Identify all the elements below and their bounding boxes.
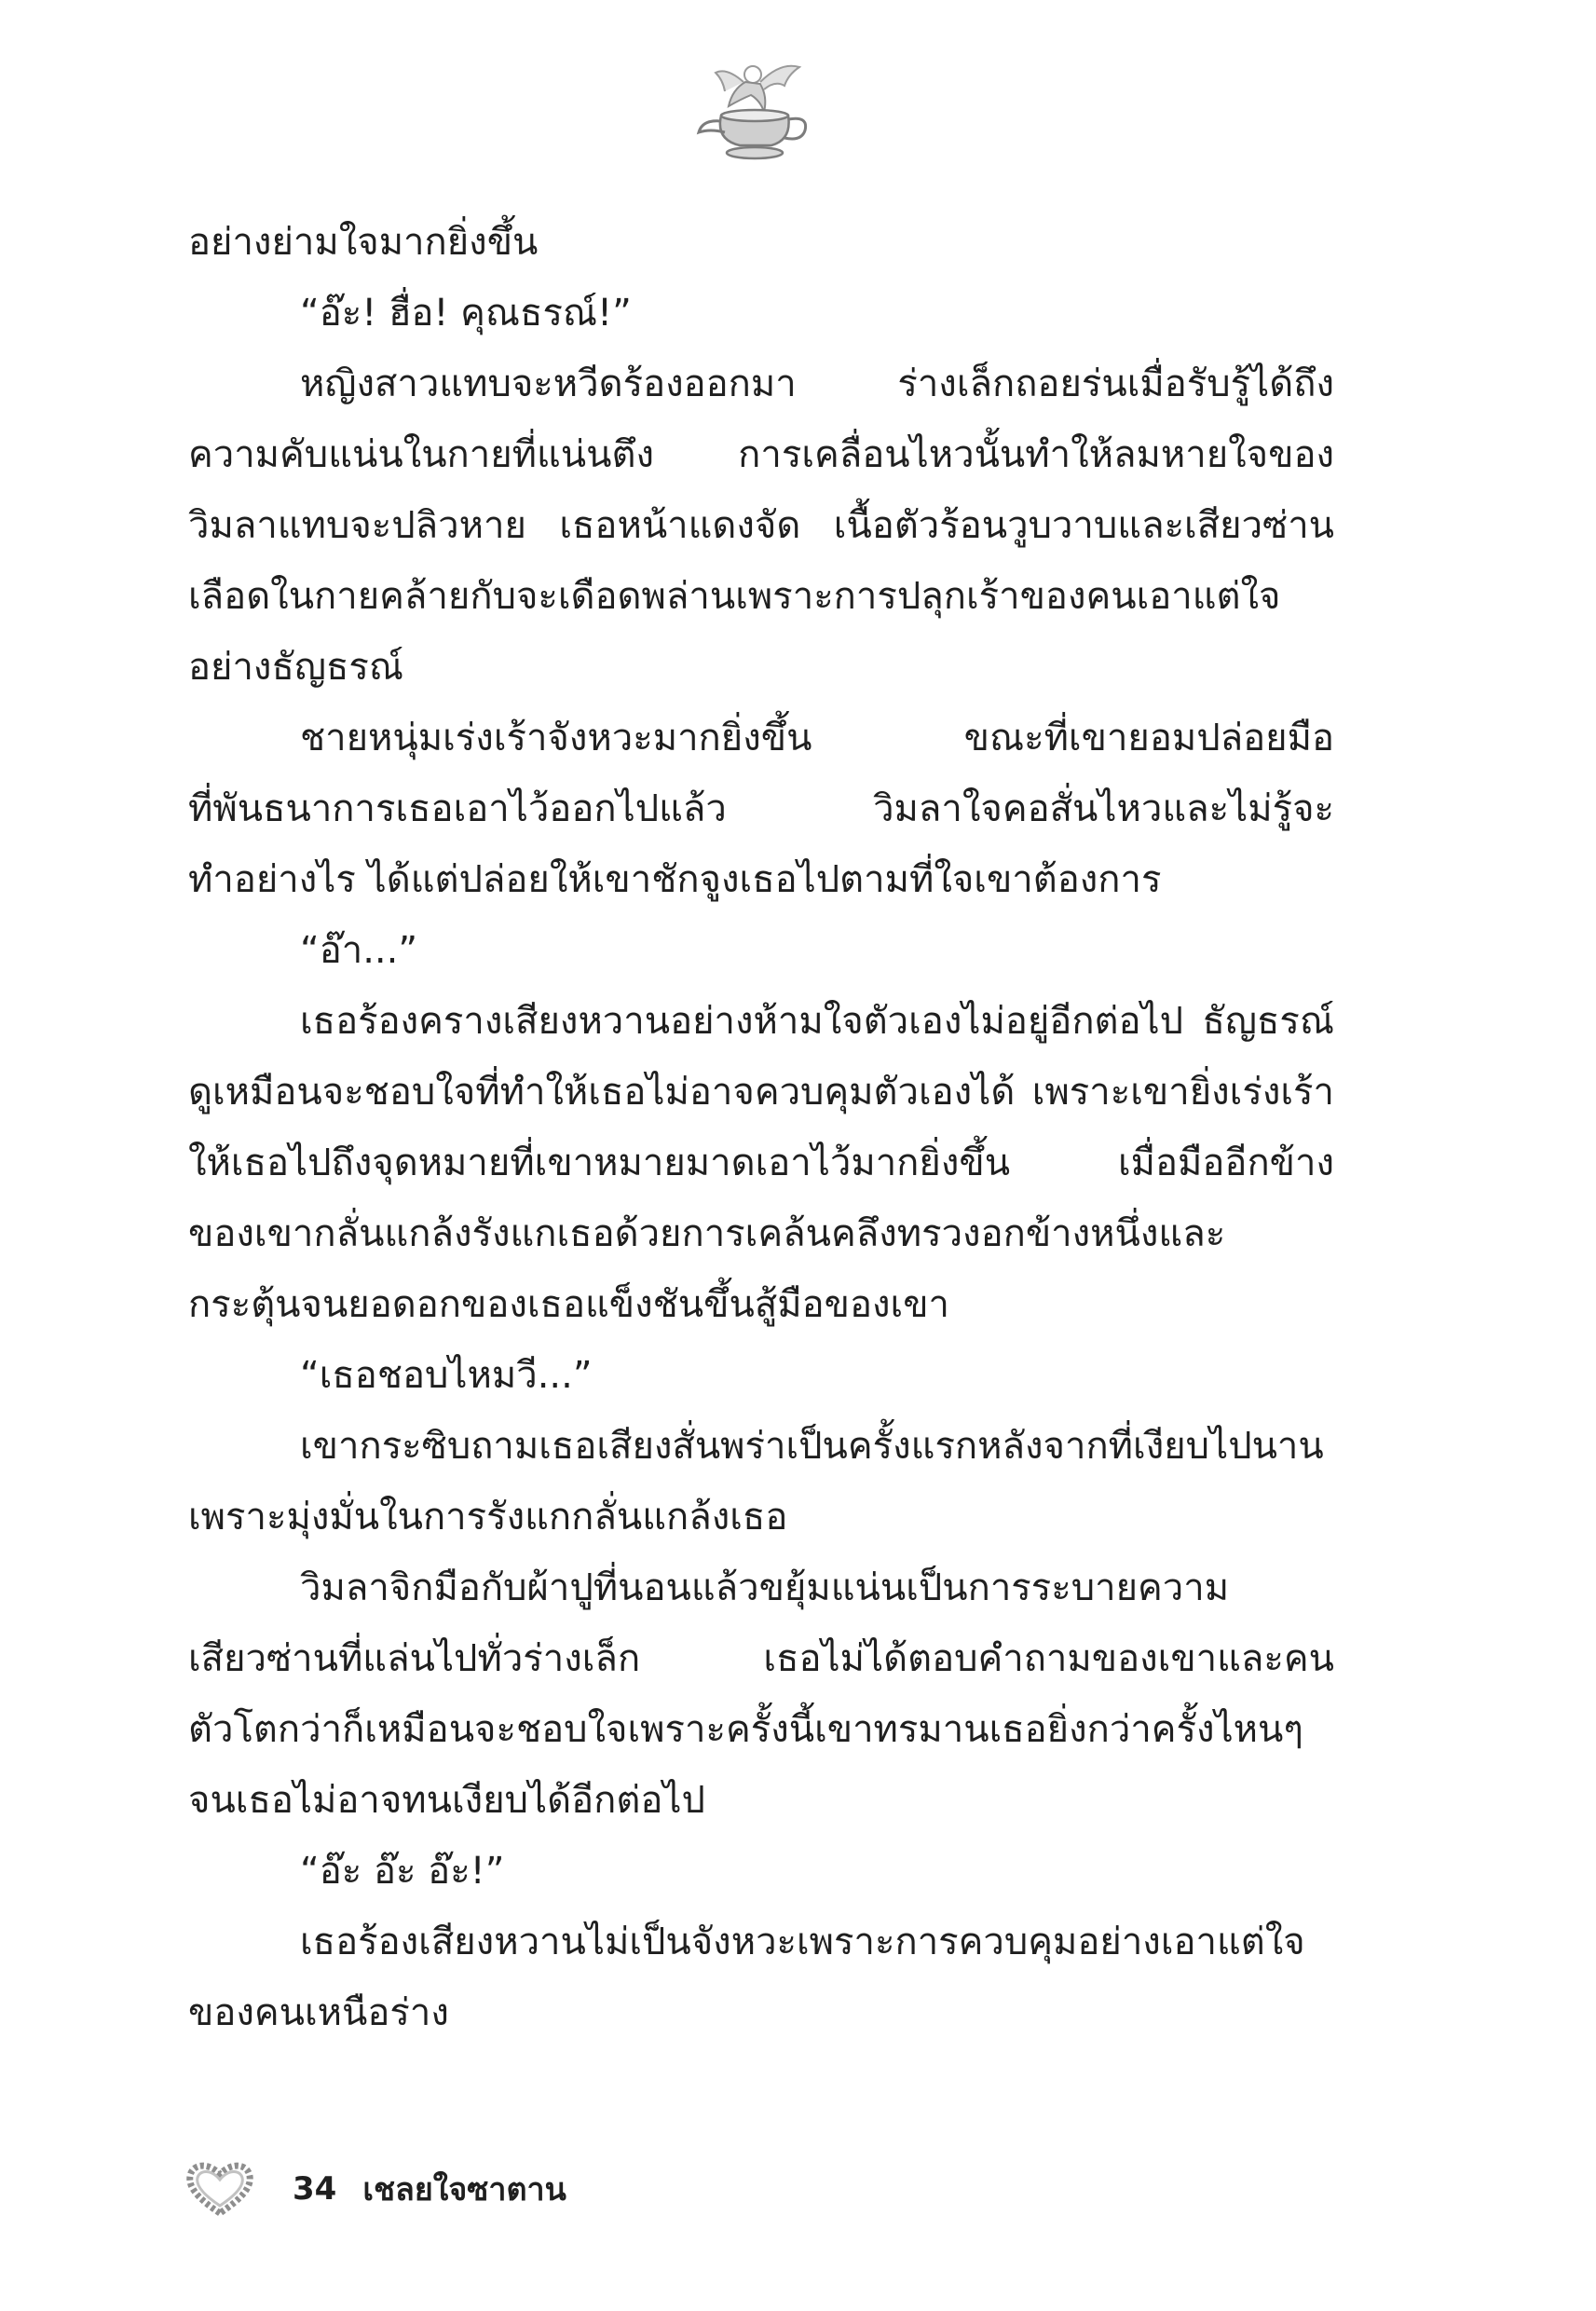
text-line: วิมลาแทบจะปลิวหาย เธอหน้าแดงจัด เนื้อตัวร้อนวูบวาบและเสียวซ่าน [188,504,1334,547]
text-line: อย่างธัญธรณ์ [188,646,403,689]
text-line: “อ๊า...” [300,929,418,972]
text-line: ของเขากลั่นแกล้งรังแกเธอด้วยการเคล้นคลึงทรวงอกข้างหนึ่งและ [188,1212,1226,1255]
story-text [188,207,1334,2048]
text-line: ชายหนุ่มเร่งเร้าจังหวะมากยิ่งขึ้น ขณะที่เขายอมปล่อยมือ [300,717,1334,759]
book-title: เชลยใจซาตาน [362,2171,566,2208]
text-line: ทำอย่างไร ได้แต่ปล่อยให้เขาชักจูงเธอไปตามที่ใจเขาต้องการ [188,858,1162,901]
text-line: จนเธอไม่อาจทนเงียบได้อีกต่อไป [188,1779,705,1822]
text-line: อย่างย่ามใจมากยิ่งขึ้น [188,221,539,264]
cupid-teacup-icon [695,54,816,166]
text-line: หญิงสาวแทบจะหวีดร้องออกมา ร่างเล็กถอยร่นเมื่อรับรู้ได้ถึง [300,362,1334,405]
text-line: “อ๊ะ อ๊ะ อ๊ะ!” [300,1850,505,1893]
text-line: ให้เธอไปถึงจุดหมายที่เขาหมายมาดเอาไว้มากยิ่งขึ้น เมื่อมืออีกข้าง [188,1142,1334,1184]
text-line: ตัวโตกว่าก็เหมือนจะชอบใจเพราะครั้งนี้เขาทรมานเธอยิ่งกว่าครั้งไหนๆ [188,1708,1303,1751]
text-line: ดูเหมือนจะชอบใจที่ทำให้เธอไม่อาจควบคุมตัวเองได้ เพราะเขายิ่งเร่งเร้า [188,1071,1334,1114]
text-line: ความคับแน่นในกายที่แน่นตึง การเคลื่อนไหวนั้นทำให้ลมหายใจของ [188,433,1334,476]
text-line: เธอร้องครางเสียงหวานอย่างห้ามใจตัวเองไม่อยู่อีกต่อไป ธัญธรณ์ [300,1000,1334,1043]
page-number: 34 [293,2170,337,2208]
heart-wreath-icon [184,2159,255,2219]
text-line: วิมลาจิกมือกับผ้าปูที่นอนแล้วขยุ้มแน่นเป็นการระบายความ [300,1566,1230,1609]
text-line: เธอร้องเสียงหวานไม่เป็นจังหวะเพราะการควบคุมอย่างเอาแต่ใจ [300,1921,1305,1963]
text-line: “อ๊ะ! ฮื่อ! คุณธรณ์!” [300,292,632,335]
text-line: เลือดในกายคล้ายกับจะเดือดพล่านเพราะการปลุกเร้าของคนเอาแต่ใจ [188,575,1281,618]
text-line: ที่พันธนาการเธอเอาไว้ออกไปแล้ว วิมลาใจคอสั่นไหวและไม่รู้จะ [188,787,1334,830]
text-line: “เธอชอบไหมวี...” [300,1354,593,1397]
text-line: เสียวซ่านที่แล่นไปทั่วร่างเล็ก เธอไม่ได้ตอบคำถามของเขาและคน [188,1637,1334,1680]
text-line: กระตุ้นจนยอดอกของเธอแข็งชันขึ้นสู้มือของเขา [188,1283,949,1326]
text-line: เขากระซิบถามเธอเสียงสั่นพร่าเป็นครั้งแรกหลังจากที่เงียบไปนาน [300,1425,1324,1468]
text-line: เพราะมุ่งมั่นในการรังแกกลั่นแกล้งเธอ [188,1496,788,1538]
page-footer [184,2156,566,2222]
text-line: ของคนเหนือร่าง [188,1991,449,2034]
